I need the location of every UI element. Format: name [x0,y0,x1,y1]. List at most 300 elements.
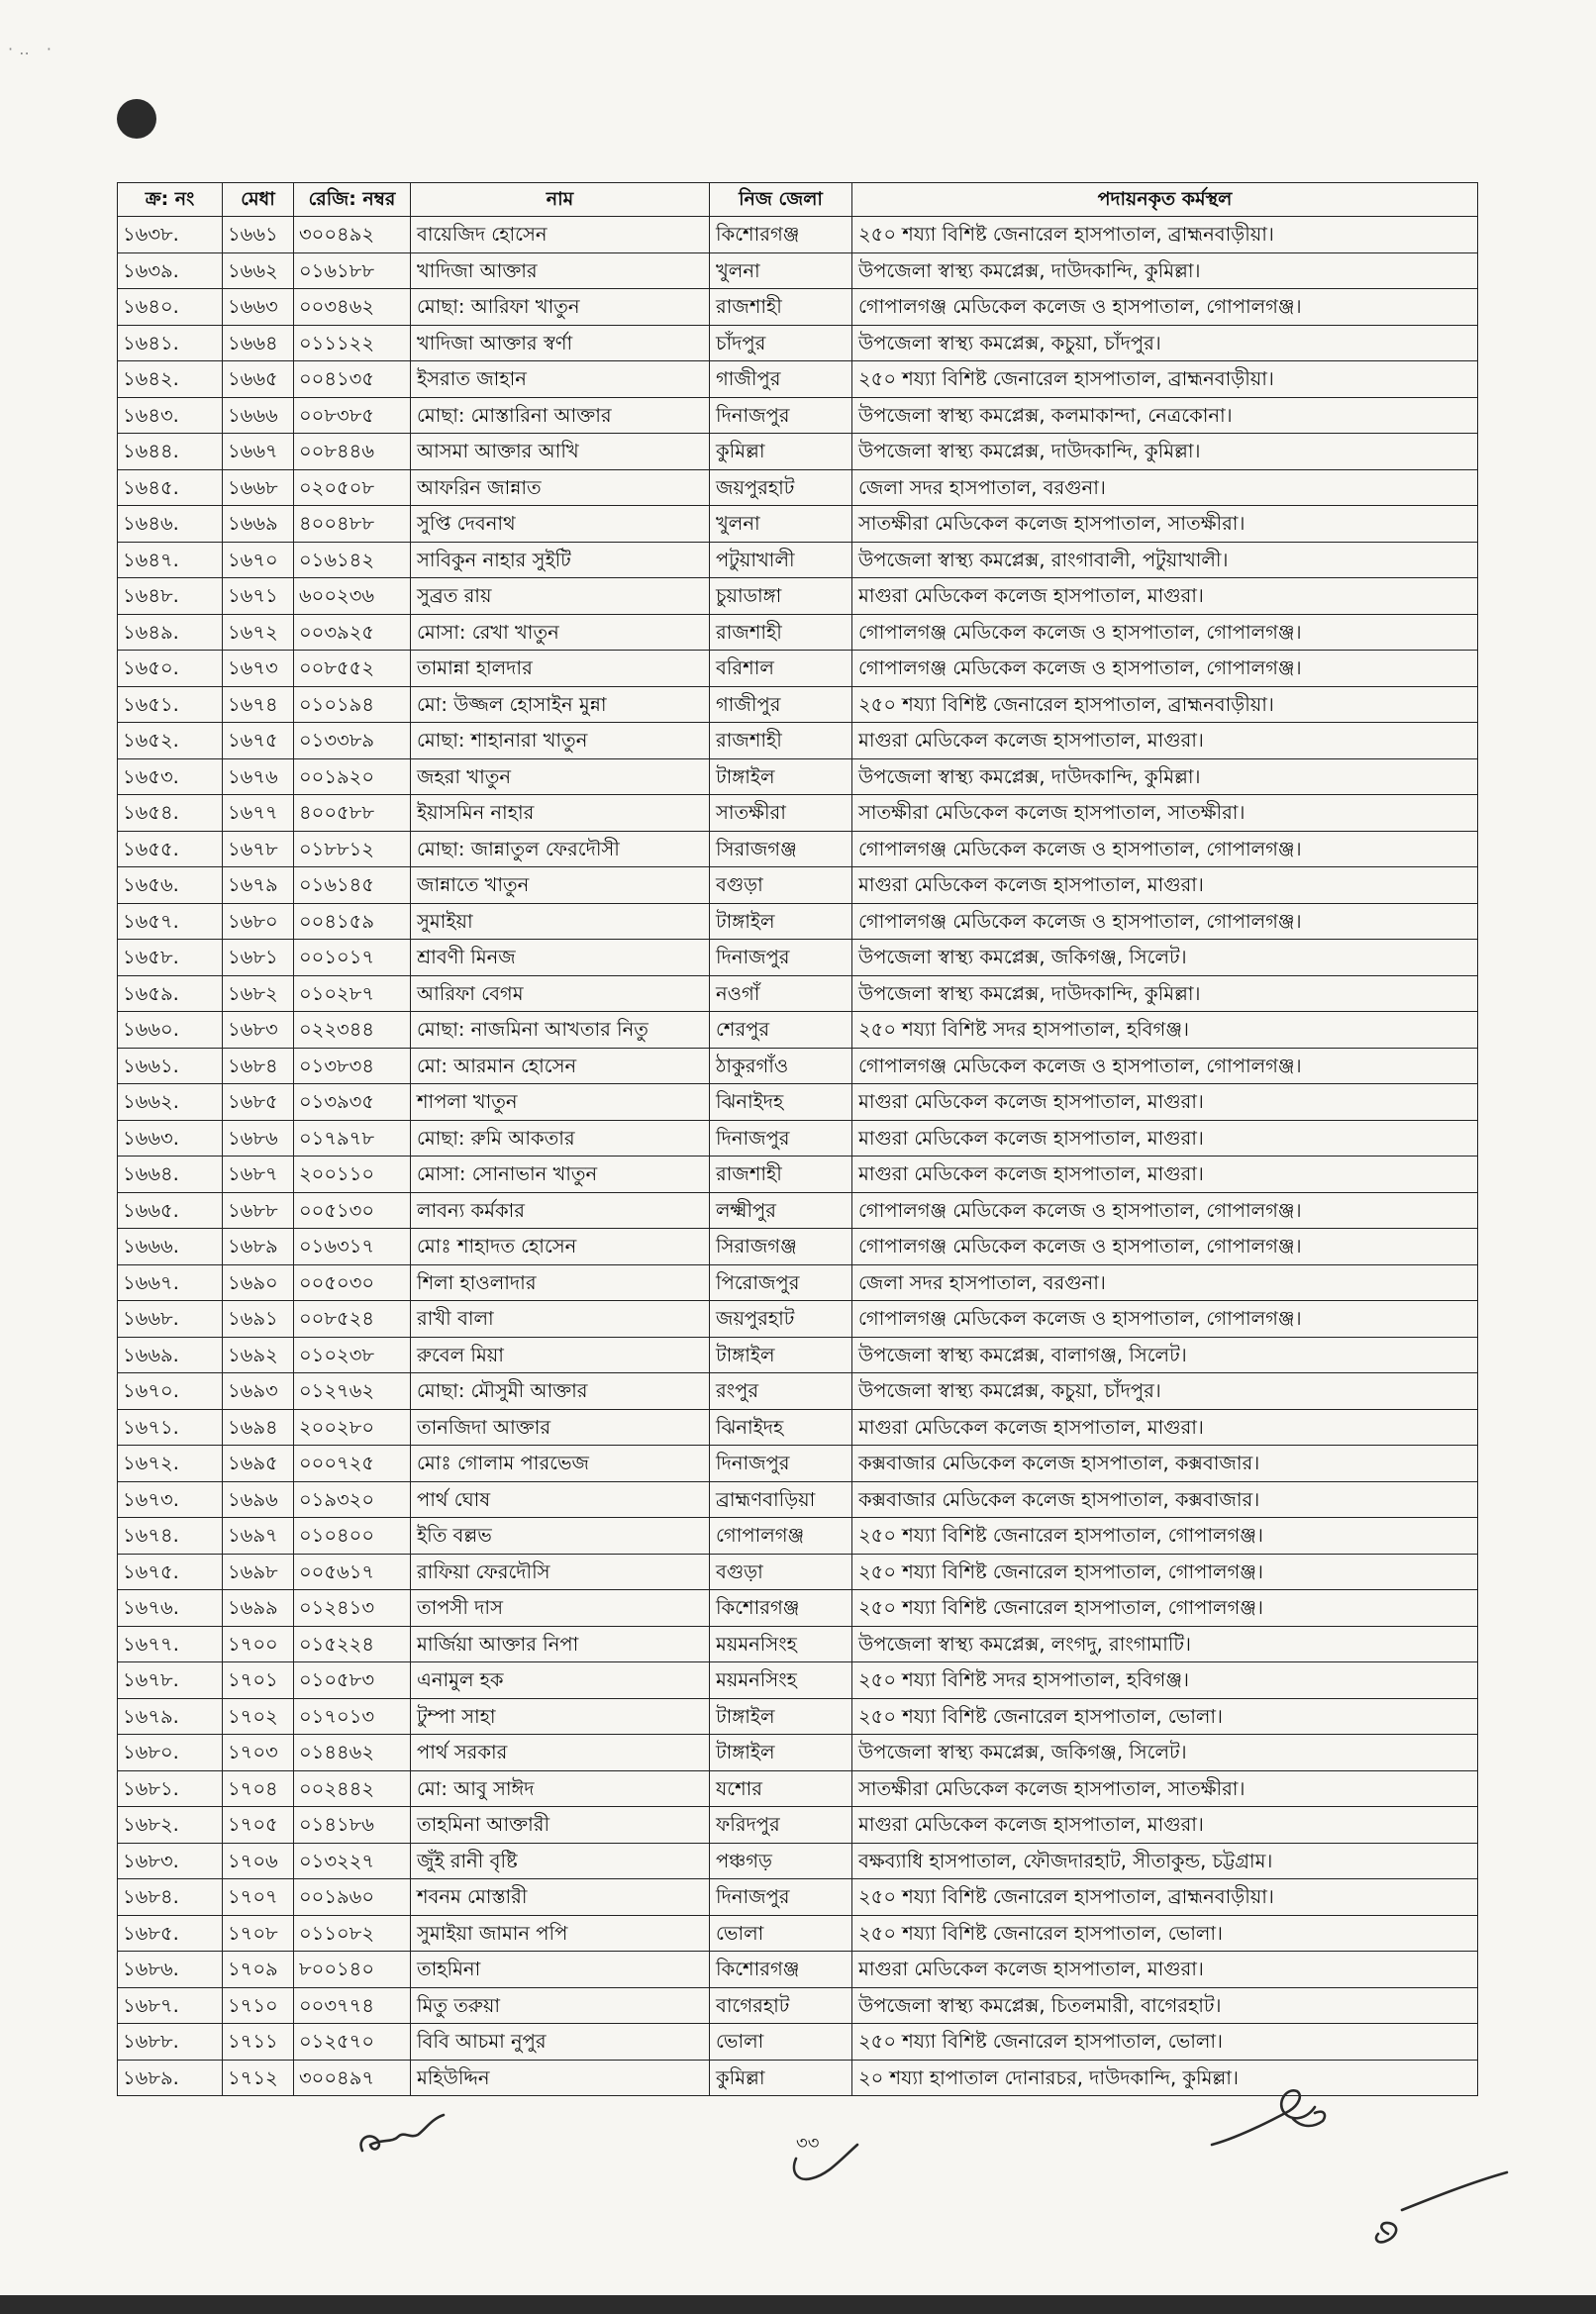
reg-no-cell: ০০১৯৬০ [294,1879,411,1916]
home-district-cell: দিনাজপুর [710,1879,852,1916]
reg-no-cell: ০০৩৯২৫ [294,614,411,651]
serial-cell: ১৬৮৩. [118,1843,223,1879]
reg-no-cell: ০১৪৪৬২ [294,1735,411,1771]
table-row [118,723,1478,759]
home-district-cell: রাজশাহী [710,723,852,759]
posting-place-cell: মাগুরা মেডিকেল কলেজ হাসপাতাল, মাগুরা। [852,578,1478,615]
table-row [118,217,1478,253]
posting-place-cell: গোপালগঞ্জ মেডিকেল কলেজ ও হাসপাতাল, গোপালগঞ্জ। [852,651,1478,687]
home-district-cell: ঝিনাইদহ [710,1084,852,1121]
name-cell: আফরিন জান্নাত [411,469,710,506]
name-cell: পার্থ সরকার [411,1735,710,1771]
posting-place-cell: মাগুরা মেডিকেল কলেজ হাসপাতাল, মাগুরা। [852,723,1478,759]
posting-place-cell: সাতক্ষীরা মেডিকেল কলেজ হাসপাতাল, সাতক্ষীরা। [852,1770,1478,1807]
table-row [118,1662,1478,1699]
name-cell: লাবন্য কর্মকার [411,1192,710,1229]
serial-cell: ১৬৭০. [118,1373,223,1410]
merit-cell: ১৭০৮ [223,1915,294,1952]
table-row [118,1192,1478,1229]
serial-cell: ১৬৭৯. [118,1698,223,1735]
name-cell: রাখী বালা [411,1301,710,1338]
home-district-cell: দিনাজপুর [710,1120,852,1157]
serial-cell: ১৬৪৩. [118,397,223,434]
serial-cell: ১৬৭৩. [118,1481,223,1518]
merit-cell: ১৬৭৪ [223,686,294,723]
posting-place-cell: কক্সবাজার মেডিকেল কলেজ হাসপাতাল, কক্সবাজার। [852,1446,1478,1482]
header-reg-no: রেজি: নম্বর [294,183,411,217]
merit-cell: ১৭০৬ [223,1843,294,1879]
table-row [118,252,1478,289]
name-cell: আসমা আক্তার আখি [411,434,710,470]
reg-no-cell: ০১৩২২৭ [294,1843,411,1879]
home-district-cell: ফরিদপুর [710,1807,852,1844]
table-row [118,1373,1478,1410]
reg-no-cell: ০০৪১৩৫ [294,361,411,398]
home-district-cell: বগুড়া [710,1554,852,1590]
signature-middle [788,2139,867,2198]
serial-cell: ১৬৭১. [118,1409,223,1446]
posting-place-cell: জেলা সদর হাসপাতাল, বরগুনা। [852,1264,1478,1301]
table-row [118,1952,1478,1988]
table-row [118,867,1478,904]
table-row [118,578,1478,615]
signature-left [352,2109,481,2168]
posting-place-cell: উপজেলা স্বাস্থ্য কমপ্লেক্স, চিতলমারী, বাগেরহাট। [852,1987,1478,2024]
posting-place-cell: ২৫০ শয্যা বিশিষ্ট জেনারেল হাসপাতাল, গোপালগঞ্জ। [852,1590,1478,1627]
home-district-cell: জয়পুরহাট [710,469,852,506]
reg-no-cell: ০১৮৮১২ [294,831,411,867]
merit-cell: ১৭০৯ [223,1952,294,1988]
merit-cell: ১৬৯৫ [223,1446,294,1482]
reg-no-cell: ০২০৫০৮ [294,469,411,506]
serial-cell: ১৬৮৯. [118,2060,223,2096]
home-district-cell: নওগাঁ [710,975,852,1012]
serial-cell: ১৬৬৮. [118,1301,223,1338]
posting-place-cell: উপজেলা স্বাস্থ্য কমপ্লেক্স, দাউদকান্দি, কুমিল্লা। [852,758,1478,795]
home-district-cell: কিশোরগঞ্জ [710,1590,852,1627]
table-row [118,1698,1478,1735]
serial-cell: ১৬৮২. [118,1807,223,1844]
merit-cell: ১৬৮২ [223,975,294,1012]
merit-cell: ১৬৬৮ [223,469,294,506]
serial-cell: ১৬৮৬. [118,1952,223,1988]
table-row [118,397,1478,434]
table-row [118,1301,1478,1338]
home-district-cell: কিশোরগঞ্জ [710,1952,852,1988]
serial-cell: ১৬৭৬. [118,1590,223,1627]
posting-place-cell: মাগুরা মেডিকেল কলেজ হাসপাতাল, মাগুরা। [852,1409,1478,1446]
table-row [118,795,1478,832]
posting-place-cell: মাগুরা মেডিকেল কলেজ হাসপাতাল, মাগুরা। [852,1120,1478,1157]
posting-place-cell: সাতক্ষীরা মেডিকেল কলেজ হাসপাতাল, সাতক্ষীরা। [852,506,1478,543]
table-row [118,434,1478,470]
table-row [118,1229,1478,1265]
serial-cell: ১৬৫৫. [118,831,223,867]
merit-cell: ১৬৮৩ [223,1012,294,1049]
posting-place-cell: ২৫০ শয্যা বিশিষ্ট সদর হাসপাতাল, হবিগঞ্জ। [852,1012,1478,1049]
table-row [118,1843,1478,1879]
posting-place-cell: সাতক্ষীরা মেডিকেল কলেজ হাসপাতাল, সাতক্ষীরা। [852,795,1478,832]
serial-cell: ১৬৫৭. [118,903,223,940]
posting-place-cell: বক্ষব্যাধি হাসপাতাল, ফৌজদারহাট, সীতাকুন্ড, চট্টগ্রাম। [852,1843,1478,1879]
serial-cell: ১৬৫৩. [118,758,223,795]
name-cell: মো: আবু সাঈদ [411,1770,710,1807]
reg-no-cell: ০১৯৩২০ [294,1481,411,1518]
merit-cell: ১৬৮৬ [223,1120,294,1157]
serial-cell: ১৬৫৬. [118,867,223,904]
home-district-cell: ভোলা [710,2024,852,2061]
posting-place-cell: ২৫০ শয্যা বিশিষ্ট জেনারেল হাসপাতাল, ভোলা। [852,1698,1478,1735]
name-cell: তামান্না হালদার [411,651,710,687]
home-district-cell: টাঙ্গাইল [710,1698,852,1735]
merit-cell: ১৬৭৮ [223,831,294,867]
merit-cell: ১৬৮৮ [223,1192,294,1229]
reg-no-cell: ০১৬৩১৭ [294,1229,411,1265]
posting-place-cell: ২৫০ শয্যা বিশিষ্ট জেনারেল হাসপাতাল, ব্রাহ্মনবাড়ীয়া। [852,686,1478,723]
table-row [118,1626,1478,1662]
reg-no-cell: ০০৮৩৮৫ [294,397,411,434]
posting-place-cell: মাগুরা মেডিকেল কলেজ হাসপাতাল, মাগুরা। [852,1952,1478,1988]
name-cell: ইতি বল্লভ [411,1518,710,1555]
name-cell: মোসা: সোনাভান খাতুন [411,1157,710,1193]
merit-cell: ১৬৮৪ [223,1048,294,1084]
reg-no-cell: ০০১৯২০ [294,758,411,795]
home-district-cell: চাঁদপুর [710,325,852,361]
home-district-cell: পঞ্চগড় [710,1843,852,1879]
serial-cell: ১৬৬৫. [118,1192,223,1229]
merit-cell: ১৭০৫ [223,1807,294,1844]
reg-no-cell: ০১১১২২ [294,325,411,361]
table-row [118,940,1478,976]
serial-cell: ১৬৪৬. [118,506,223,543]
merit-cell: ১৬৮৫ [223,1084,294,1121]
serial-cell: ১৬৭২. [118,1446,223,1482]
name-cell: মার্জিয়া আক্তার নিপা [411,1626,710,1662]
posting-place-cell: উপজেলা স্বাস্থ্য কমপ্লেক্স, কচুয়া, চাঁদপুর। [852,1373,1478,1410]
home-district-cell: খুলনা [710,252,852,289]
serial-cell: ১৬৬৯. [118,1337,223,1373]
home-district-cell: যশোর [710,1770,852,1807]
home-district-cell: চুয়াডাঙ্গা [710,578,852,615]
punch-hole-mark [117,99,156,139]
home-district-cell: সাতক্ষীরা [710,795,852,832]
name-cell: মোসা: রেখা খাতুন [411,614,710,651]
serial-cell: ১৬৫৯. [118,975,223,1012]
name-cell: তাহমিনা আক্তারী [411,1807,710,1844]
merit-cell: ১৬৬৫ [223,361,294,398]
serial-cell: ১৬৮৮. [118,2024,223,2061]
name-cell: মোছা: আরিফা খাতুন [411,289,710,326]
table-row [118,1987,1478,2024]
home-district-cell: শেরপুর [710,1012,852,1049]
reg-no-cell: ০০৫৬১৭ [294,1554,411,1590]
reg-no-cell: ০১৬১৪২ [294,542,411,578]
home-district-cell: খুলনা [710,506,852,543]
posting-place-cell: ২৫০ শয্যা বিশিষ্ট জেনারেল হাসপাতাল, ভোলা। [852,1915,1478,1952]
table-row [118,289,1478,326]
name-cell: মোছা: মৌসুমী আক্তার [411,1373,710,1410]
reg-no-cell: ০০৫১৩০ [294,1192,411,1229]
reg-no-cell: ০১৬১৪৫ [294,867,411,904]
home-district-cell: বরিশাল [710,651,852,687]
header-merit: মেধা [223,183,294,217]
serial-cell: ১৬৫৪. [118,795,223,832]
posting-place-cell: উপজেলা স্বাস্থ্য কমপ্লেক্স, জকিগঞ্জ, সিলেট। [852,940,1478,976]
table-row [118,1337,1478,1373]
merit-cell: ১৬৬১ [223,217,294,253]
serial-cell: ১৬৬৬. [118,1229,223,1265]
serial-cell: ১৬৮৪. [118,1879,223,1916]
header-posting-place: পদায়নকৃত কর্মস্থল [852,183,1478,217]
posting-place-cell: ২৫০ শয্যা বিশিষ্ট জেনারেল হাসপাতাল, ভোলা। [852,2024,1478,2061]
initial-mark [1362,2168,1511,2258]
reg-no-cell: ০০৮৫৫২ [294,651,411,687]
signature-right [1204,2079,1343,2159]
home-district-cell: গাজীপুর [710,686,852,723]
posting-place-cell: ২৫০ শয্যা বিশিষ্ট জেনারেল হাসপাতাল, গোপালগঞ্জ। [852,1518,1478,1555]
merit-cell: ১৭০৭ [223,1879,294,1916]
name-cell: সুমাইয়া জামান পপি [411,1915,710,1952]
reg-no-cell: ২০০২৮০ [294,1409,411,1446]
table-row [118,758,1478,795]
reg-no-cell: ০১১০৮২ [294,1915,411,1952]
reg-no-cell: ০১৭০১৩ [294,1698,411,1735]
home-district-cell: গাজীপুর [710,361,852,398]
serial-cell: ১৬৫২. [118,723,223,759]
reg-no-cell: ০১৩৮৩৪ [294,1048,411,1084]
serial-cell: ১৬৮০. [118,1735,223,1771]
header-serial: ক্র: নং [118,183,223,217]
serial-cell: ১৬৮৭. [118,1987,223,2024]
reg-no-cell: ০০৩৪৬২ [294,289,411,326]
table-row [118,1915,1478,1952]
reg-no-cell: ০০১০১৭ [294,940,411,976]
posting-place-cell: উপজেলা স্বাস্থ্য কমপ্লেক্স, দাউদকান্দি, কুমিল্লা। [852,434,1478,470]
posting-place-cell: কক্সবাজার মেডিকেল কলেজ হাসপাতাল, কক্সবাজার। [852,1481,1478,1518]
merit-cell: ১৭০২ [223,1698,294,1735]
home-district-cell: কুমিল্লা [710,434,852,470]
reg-no-cell: ০১৩৩৮৯ [294,723,411,759]
table-row [118,1481,1478,1518]
posting-place-cell: গোপালগঞ্জ মেডিকেল কলেজ ও হাসপাতাল, গোপালগঞ্জ। [852,1192,1478,1229]
reg-no-cell: ০০৫০৩০ [294,1264,411,1301]
name-cell: মোছা: রুমি আকতার [411,1120,710,1157]
home-district-cell: রংপুর [710,1373,852,1410]
posting-place-cell: গোপালগঞ্জ মেডিকেল কলেজ ও হাসপাতাল, গোপালগঞ্জ। [852,614,1478,651]
table-row [118,1770,1478,1807]
name-cell: ইসরাত জাহান [411,361,710,398]
table-row [118,831,1478,867]
merit-cell: ১৬৮১ [223,940,294,976]
posting-place-cell: উপজেলা স্বাস্থ্য কমপ্লেক্স, লংগদু, রাংগামাটি। [852,1626,1478,1662]
reg-no-cell: ০০২৪৪২ [294,1770,411,1807]
home-district-cell: টাঙ্গাইল [710,1735,852,1771]
name-cell: খাদিজা আক্তার স্বর্ণা [411,325,710,361]
name-cell: শবনম মোস্তারী [411,1879,710,1916]
serial-cell: ১৬৬৪. [118,1157,223,1193]
posting-place-cell: উপজেলা স্বাস্থ্য কমপ্লেক্স, কলমাকান্দা, নেত্রকোনা। [852,397,1478,434]
table-row [118,903,1478,940]
posting-place-cell: ২৫০ শয্যা বিশিষ্ট জেনারেল হাসপাতাল, গোপালগঞ্জ। [852,1554,1478,1590]
posting-place-cell: উপজেলা স্বাস্থ্য কমপ্লেক্স, কচুয়া, চাঁদপুর। [852,325,1478,361]
table-row [118,975,1478,1012]
serial-cell: ১৬৪১. [118,325,223,361]
posting-place-cell: উপজেলা স্বাস্থ্য কমপ্লেক্স, দাউদকান্দি, কুমিল্লা। [852,975,1478,1012]
merit-cell: ১৬৭২ [223,614,294,651]
header-row [118,183,1478,217]
posting-place-cell: জেলা সদর হাসপাতাল, বরগুনা। [852,469,1478,506]
posting-place-cell: গোপালগঞ্জ মেডিকেল কলেজ ও হাসপাতাল, গোপালগঞ্জ। [852,903,1478,940]
merit-cell: ১৬৯৩ [223,1373,294,1410]
merit-cell: ১৭১১ [223,2024,294,2061]
reg-no-cell: ৩০০৪৯৭ [294,2060,411,2096]
name-cell: সাবিকুন নাহার সুইটি [411,542,710,578]
table-row [118,1446,1478,1482]
posting-place-cell: গোপালগঞ্জ মেডিকেল কলেজ ও হাসপাতাল, গোপালগঞ্জ। [852,831,1478,867]
table-row [118,506,1478,543]
name-cell: পার্থ ঘোষ [411,1481,710,1518]
name-cell: মহিউদ্দিন [411,2060,710,2096]
name-cell: মোছা: নাজমিনা আখতার নিতু [411,1012,710,1049]
merit-cell: ১৬৮৯ [223,1229,294,1265]
serial-cell: ১৬৬৩. [118,1120,223,1157]
table-row [118,1409,1478,1446]
home-district-cell: ঝিনাইদহ [710,1409,852,1446]
merit-cell: ১৬৭৩ [223,651,294,687]
reg-no-cell: ৪০০৪৮৮ [294,506,411,543]
serial-cell: ১৬৬০. [118,1012,223,1049]
table-row [118,1084,1478,1121]
table-row [118,1807,1478,1844]
merit-cell: ১৬৮০ [223,903,294,940]
serial-cell: ১৬৮৫. [118,1915,223,1952]
name-cell: রুবেল মিয়া [411,1337,710,1373]
merit-cell: ১৬৬৭ [223,434,294,470]
posting-place-cell: ২৫০ শয্যা বিশিষ্ট জেনারেল হাসপাতাল, ব্রাহ্মনবাড়ীয়া। [852,217,1478,253]
reg-no-cell: ০১০৪০০ [294,1518,411,1555]
posting-place-cell: ২৫০ শয্যা বিশিষ্ট জেনারেল হাসপাতাল, ব্রাহ্মনবাড়ীয়া। [852,361,1478,398]
home-district-cell: কুমিল্লা [710,2060,852,2096]
name-cell: ইয়াসমিন নাহার [411,795,710,832]
posting-place-cell: মাগুরা মেডিকেল কলেজ হাসপাতাল, মাগুরা। [852,1157,1478,1193]
serial-cell: ১৬৩৮. [118,217,223,253]
home-district-cell: বগুড়া [710,867,852,904]
posting-place-cell: গোপালগঞ্জ মেডিকেল কলেজ ও হাসপাতাল, গোপালগঞ্জ। [852,1301,1478,1338]
home-district-cell: কিশোরগঞ্জ [710,217,852,253]
merit-cell: ১৭১২ [223,2060,294,2096]
name-cell: জুঁই রানী বৃষ্টি [411,1843,710,1879]
header-home-district: নিজ জেলা [710,183,852,217]
reg-no-cell: ০১২৭৬২ [294,1373,411,1410]
merit-cell: ১৬৬৪ [223,325,294,361]
name-cell: সুব্রত রায় [411,578,710,615]
merit-cell: ১৬৭১ [223,578,294,615]
home-district-cell: পটুয়াখালী [710,542,852,578]
home-district-cell: সিরাজগঞ্জ [710,831,852,867]
serial-cell: ১৬৫০. [118,651,223,687]
home-district-cell: দিনাজপুর [710,940,852,976]
reg-no-cell: ৩০০৪৯২ [294,217,411,253]
merit-cell: ১৬৭০ [223,542,294,578]
merit-cell: ১৭০১ [223,1662,294,1699]
name-cell: বিবি আচমা নুপুর [411,2024,710,2061]
table-row [118,1264,1478,1301]
name-cell: জহরা খাতুন [411,758,710,795]
reg-no-cell: ০১৪১৮৬ [294,1807,411,1844]
home-district-cell: ব্রাহ্মণবাড়িয়া [710,1481,852,1518]
table-row [118,325,1478,361]
merit-cell: ১৬৭৬ [223,758,294,795]
posting-place-cell: উপজেলা স্বাস্থ্য কমপ্লেক্স, রাংগাবালী, পটুয়াখালী। [852,542,1478,578]
home-district-cell: দিনাজপুর [710,397,852,434]
merit-cell: ১৬৭৯ [223,867,294,904]
serial-cell: ১৬৩৯. [118,252,223,289]
home-district-cell: সিরাজগঞ্জ [710,1229,852,1265]
name-cell: সুপ্তি দেবনাথ [411,506,710,543]
reg-no-cell: ৪০০৫৮৮ [294,795,411,832]
table-row [118,686,1478,723]
home-district-cell: ময়মনসিংহ [710,1662,852,1699]
home-district-cell: টাঙ্গাইল [710,903,852,940]
name-cell: মোঃ শাহাদত হোসেন [411,1229,710,1265]
home-district-cell: লক্ষ্মীপুর [710,1192,852,1229]
name-cell: সুমাইয়া [411,903,710,940]
serial-cell: ১৬৪২. [118,361,223,398]
name-cell: মিতু তরুয়া [411,1987,710,2024]
name-cell: জান্নাতে খাতুন [411,867,710,904]
serial-cell: ১৬৪৯. [118,614,223,651]
merit-cell: ১৭০৩ [223,1735,294,1771]
posting-place-cell: গোপালগঞ্জ মেডিকেল কলেজ ও হাসপাতাল, গোপালগঞ্জ। [852,1229,1478,1265]
name-cell: তানজিদা আক্তার [411,1409,710,1446]
table-header [118,183,1478,217]
table-row [118,542,1478,578]
merit-cell: ১৭১০ [223,1987,294,2024]
reg-no-cell: ০১০২৩৮ [294,1337,411,1373]
serial-cell: ১৬৬২. [118,1084,223,1121]
merit-cell: ১৬৯৮ [223,1554,294,1590]
merit-cell: ১৬৬৬ [223,397,294,434]
serial-cell: ১৬৭৭. [118,1626,223,1662]
home-district-cell: পিরোজপুর [710,1264,852,1301]
reg-no-cell: ০০৮৪৪৬ [294,434,411,470]
name-cell: মোঃ গোলাম পারভেজ [411,1446,710,1482]
merit-cell: ১৬৬৯ [223,506,294,543]
name-cell: মোছা: মোস্তারিনা আক্তার [411,397,710,434]
table-body [118,217,1478,2096]
table-row [118,1879,1478,1916]
reg-no-cell: ০১০১৯৪ [294,686,411,723]
home-district-cell: ময়মনসিংহ [710,1626,852,1662]
reg-no-cell: ৮০০১৪০ [294,1952,411,1988]
home-district-cell: টাঙ্গাইল [710,758,852,795]
home-district-cell: ঠাকুরগাঁও [710,1048,852,1084]
home-district-cell: রাজশাহী [710,289,852,326]
table-row [118,1554,1478,1590]
table-row [118,1735,1478,1771]
posting-place-cell: মাগুরা মেডিকেল কলেজ হাসপাতাল, মাগুরা। [852,1084,1478,1121]
header-name: নাম [411,183,710,217]
merit-cell: ১৬৯২ [223,1337,294,1373]
home-district-cell: গোপালগঞ্জ [710,1518,852,1555]
merit-cell: ১৬৯৭ [223,1518,294,1555]
merit-cell: ১৬৯৪ [223,1409,294,1446]
posting-place-cell: উপজেলা স্বাস্থ্য কমপ্লেক্স, বালাগঞ্জ, সিলেট। [852,1337,1478,1373]
merit-cell: ১৬৯১ [223,1301,294,1338]
name-cell: মোছা: জান্নাতুল ফেরদৌসী [411,831,710,867]
scan-specks: ·‥ · [8,40,57,58]
serial-cell: ১৬৪৭. [118,542,223,578]
